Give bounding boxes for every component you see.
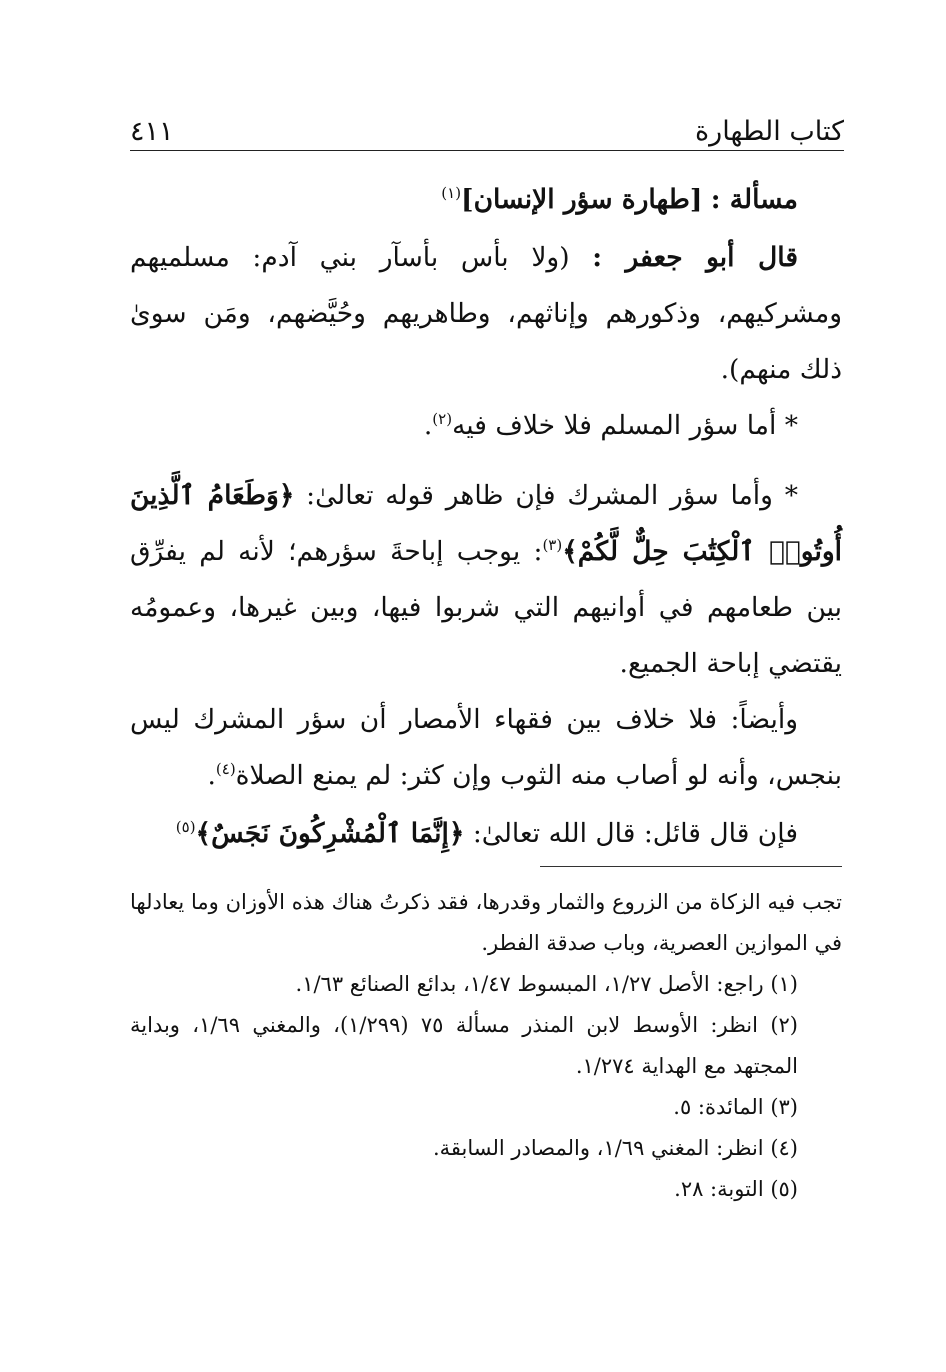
paragraph-2 [130, 398, 842, 454]
quran-verse-2: ﴿إِنَّمَا ٱلْمُشْرِكُونَ نَجَسٌ﴾ [195, 818, 465, 849]
footnote-ref-1: (١) [441, 184, 462, 202]
footnotes [130, 882, 842, 1210]
footnote-4: (٤) انظر: المغني ١/٦٩، والمصادر السابقة. [432, 1136, 798, 1160]
paragraph-2-end: . [423, 410, 433, 441]
paragraph-5-text: فإن قال قائل: قال الله تعالىٰ: [464, 818, 798, 849]
paragraph-3-rest: : يوجب إباحةَ سؤرهم؛ لأنه لم يفرِّق بين طعامهم في أوانيهم التي شربوا فيها، وبين غيرها، وعمومُه يقتضي إباحة الجميع. [130, 536, 842, 679]
footnote-5: (٥) التوبة: ٢٨. [674, 1177, 798, 1201]
footnote-ref-2: (٢) [432, 410, 453, 428]
paragraph-4 [130, 692, 842, 804]
quran-verse-1: ﴿وَطَعَامُ ٱلَّذِينَ أُوتُوا۟ ٱلْكِتَٰبَ حِلٌّ لَّكُمْ﴾ [130, 480, 842, 567]
paragraph-4-text: وأيضاً: فلا خلاف بين فقهاء الأمصار أن سؤر المشرك ليس بنجس، وأنه لو أصاب منه الثوب وإن كثر: لم يمنع الصلاة [130, 704, 842, 791]
paragraph-3-text: * وأما سؤر المشرك فإن ظاهر قوله تعالىٰ: [294, 480, 798, 511]
chapter-title: كتاب الطهارة [695, 115, 844, 147]
paragraph-4-end: . [207, 760, 216, 791]
paragraph-2-text: * أما سؤر المسلم فلا خلاف فيه [452, 410, 798, 441]
page-number: ٤١١ [130, 115, 174, 147]
speaker-name: قال أبو جعفر : [592, 242, 798, 273]
footnote-ref-4: (٤) [215, 760, 236, 778]
paragraph-5 [130, 806, 842, 862]
paragraph-1-text: (ولا بأس بأسآر بني آدم: مسلميهم ومشركيهم، وذكورهم وإناثهم، وطاهريهم وحُيَّضهم، ومَن سوىٰ ذلك منهم). [130, 242, 842, 385]
issue-heading [130, 172, 842, 228]
running-header [130, 108, 844, 148]
footnote-2: (٢) انظر: الأوسط لابن المنذر مسألة ٧٥ (١/٢٩٩)، والمغني ١/٦٩، وبداية المجتهد مع الهداية ١/٢٧٤. [130, 1013, 798, 1078]
footnote-ref-3: (٣) [542, 536, 563, 554]
issue-title: [طهارة سؤر الإنسان] [461, 184, 703, 215]
issue-label: مسألة : [710, 184, 798, 215]
footnote-3: (٣) المائدة: ٥. [673, 1095, 798, 1119]
footnote-ref-5: (٥) [175, 818, 196, 836]
main-text [130, 172, 842, 862]
paragraph-1 [130, 230, 842, 398]
footnote-separator [540, 866, 842, 867]
footnote-carryover: تجب فيه الزكاة من الزروع والثمار وقدرها، فقد ذكرتُ هناك هذه الأوزان وما يعادلها في الموازين العصرية، وباب صدقة الفطر. [130, 890, 842, 955]
header-rule [130, 150, 844, 151]
paragraph-3 [130, 468, 842, 692]
footnote-1: (١) راجع: الأصل ١/٢٧، المبسوط ١/٤٧، بدائع الصنائع ١/٦٣. [295, 972, 798, 996]
